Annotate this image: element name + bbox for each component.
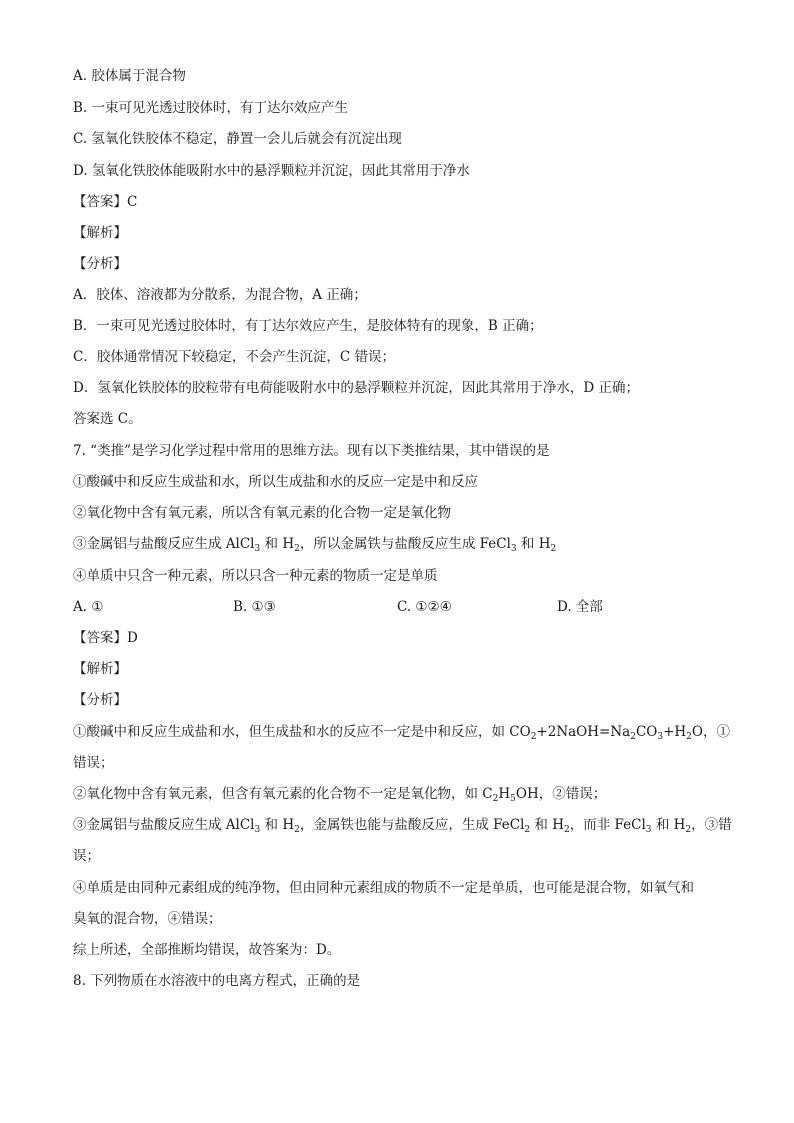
q7-analysis-4: ④单质是由同种元素组成的纯净物，但由同种元素组成的物质不一定是单质，也可能是混合物，如氧气和 xyxy=(73,880,694,896)
q6-option-c: C. 氢氧化铁胶体不稳定，静置一会儿后就会有沉淀出现 xyxy=(73,131,402,147)
q7-fenxi-label: 【分析】 xyxy=(73,692,127,708)
q7-statement-2: ②氧化物中含有氧元素，所以含有氧元素的化合物一定是氧化物 xyxy=(73,505,451,521)
q7-statement-4: ④单质中只含一种元素，所以只含一种元素的物质一定是单质 xyxy=(73,568,438,584)
q6-analysis-d: D．氢氧化铁胶体的胶粒带有电荷能吸附水中的悬浮颗粒并沉淀，因此其常用于净水，D 正确； xyxy=(73,380,639,396)
q7-analysis-4-cont: 臭氧的混合物，④错误； xyxy=(73,911,222,927)
q7-statement-1: ①酸碱中和反应生成盐和水，所以生成盐和水的反应一定是中和反应 xyxy=(73,474,478,490)
q6-conclusion: 答案选 C。 xyxy=(73,411,142,427)
q6-option-b: B. 一束可见光透过胶体时，有丁达尔效应产生 xyxy=(73,100,349,116)
q7-jiexi-label: 【解析】 xyxy=(73,661,127,677)
q8-stem: 8. 下列物质在水溶液中的电离方程式，正确的是 xyxy=(73,973,361,989)
q7-option-c: C. ①②④ xyxy=(397,599,452,615)
q7-stem: 7. “类推”是学习化学过程中常用的思维方法。现有以下类推结果，其中错误的是 xyxy=(73,443,550,459)
q7-analysis-2: ②氧化物中含有氧元素，但含有氧元素的化合物不一定是氧化物，如 $C_2H_5OH$，②错误； xyxy=(73,786,607,804)
q6-fenxi-label: 【分析】 xyxy=(73,256,127,272)
q7-option-a: A. ① xyxy=(73,599,104,615)
q7-analysis-3: ③金属铝与盐酸反应生成 AlCl$_3$ 和 $H_2$，金属铁也能与盐酸反应，生成 FeCl$_2$ 和 $H_2$，而非 FeCl$_3$ 和 $H_2$，③错 xyxy=(73,817,732,835)
q7-option-d: D. 全部 xyxy=(557,599,603,615)
q7-answer: 【答案】D xyxy=(73,630,138,646)
q6-analysis-b: B．一束可见光透过胶体时，有丁达尔效应产生，是胶体特有的现象，B 正确； xyxy=(73,318,543,334)
q7-analysis-1: ①酸碱中和反应生成盐和水，但生成盐和水的反应不一定是中和反应，如 $CO_2+2NaOH=Na_2CO_3+H_2O$，① xyxy=(73,724,730,742)
q6-option-d: D. 氢氧化铁胶体能吸附水中的悬浮颗粒并沉淀，因此其常用于净水 xyxy=(73,163,470,179)
q7-statement-3: ③金属铝与盐酸反应生成 AlCl$_3$ 和 $H_2$，所以金属铁与盐酸反应生成 FeCl$_3$ 和 $H_2$ xyxy=(73,536,557,554)
q6-analysis-c: C．胶体通常情况下较稳定，不会产生沉淀，C 错误； xyxy=(73,349,395,365)
q7-option-b: B. ①③ xyxy=(233,599,276,615)
q6-analysis-a: A．胶体、溶液都为分散系，为混合物，A 正确； xyxy=(73,287,367,303)
q7-summary: 综上所述，全部推断均错误，故答案为：D。 xyxy=(73,942,341,958)
q6-option-a: A. 胶体属于混合物 xyxy=(73,68,186,84)
q7-analysis-3-cont: 误； xyxy=(73,848,100,864)
q6-answer: 【答案】C xyxy=(73,194,138,210)
q7-options-row xyxy=(73,597,723,617)
q6-jiexi-label: 【解析】 xyxy=(73,225,127,241)
q7-analysis-1-cont: 错误； xyxy=(73,755,114,771)
